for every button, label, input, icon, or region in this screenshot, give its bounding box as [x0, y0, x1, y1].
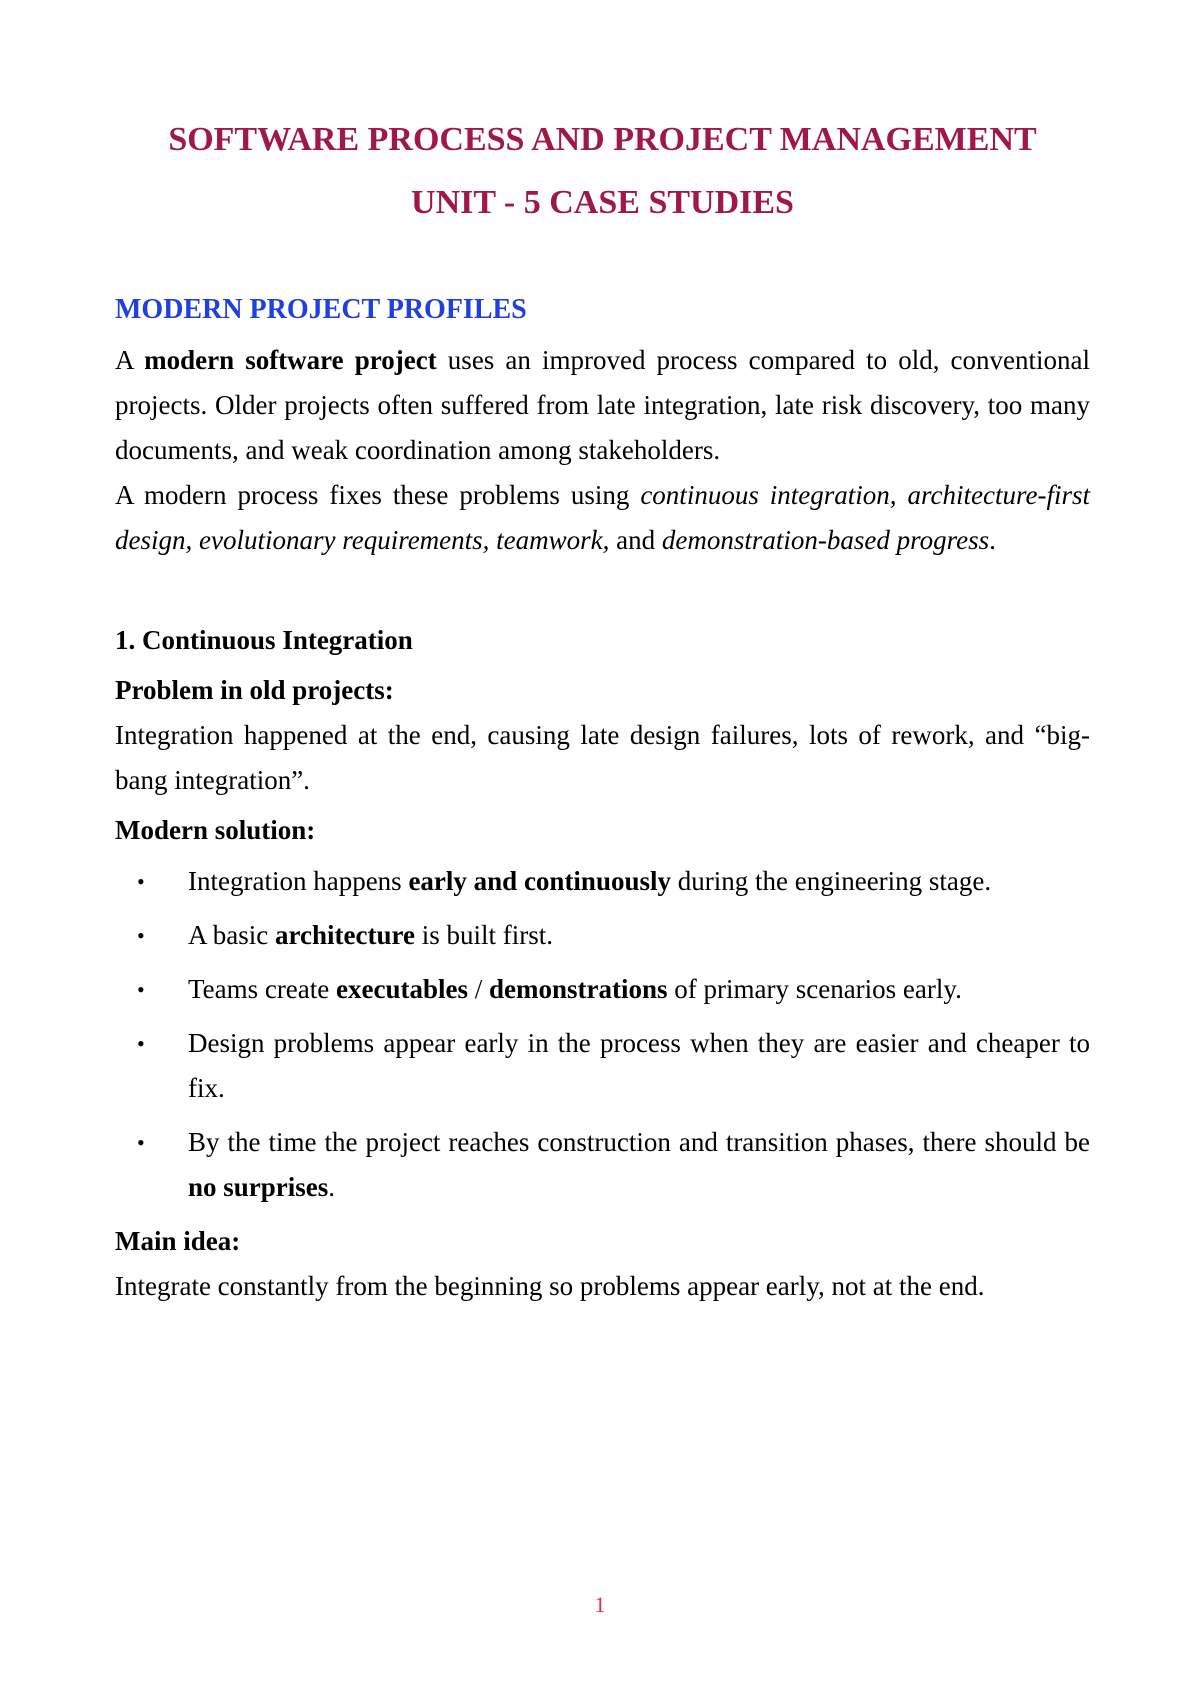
- document-title-line1: SOFTWARE PROCESS AND PROJECT MANAGEMENT: [168, 121, 1037, 158]
- subsection-heading: 1. Continuous Integration: [115, 625, 413, 655]
- spacer: [115, 234, 1090, 287]
- list-item-text: .: [328, 1172, 336, 1202]
- intro1-bold: modern software project: [144, 345, 437, 375]
- list-item: [115, 967, 1090, 1012]
- intro2-text-a: A modern process fixes these problems using: [115, 480, 641, 510]
- list-item-text: is built first.: [414, 920, 553, 950]
- solution-list: [115, 859, 1090, 1210]
- list-item-text: Integration happens: [188, 866, 409, 896]
- document-content: [115, 108, 1090, 1309]
- intro2-italic-1: continuous integration, architecture-first design, evolutionary requirements, teamwork,: [115, 480, 1091, 555]
- bullet-icon: •: [137, 869, 145, 894]
- section-heading: MODERN PROJECT PROFILES: [115, 294, 527, 325]
- list-item-text: of primary scenarios early.: [667, 974, 962, 1004]
- list-item-text: /: [467, 974, 489, 1004]
- list-item-text: Teams create: [188, 974, 337, 1004]
- problem-label: Problem in old projects:: [115, 675, 394, 705]
- list-item-text: By the time the project reaches construction and transition phases, there should be: [188, 1127, 1090, 1157]
- list-item-text: A basic: [188, 920, 275, 950]
- list-item-bold: architecture: [275, 920, 415, 950]
- bullet-icon: •: [137, 923, 145, 948]
- list-item: [115, 913, 1090, 958]
- intro2-text-b: and: [609, 525, 662, 555]
- intro2-text-c: .: [989, 525, 996, 555]
- intro1-text-a: A: [115, 345, 145, 375]
- intro-paragraph-1: [115, 338, 1090, 473]
- list-item-bold: executables: [336, 974, 468, 1004]
- list-item-bold: no surprises: [188, 1172, 329, 1202]
- bullet-icon: •: [137, 1130, 145, 1155]
- list-item-text: during the engineering stage.: [671, 866, 992, 896]
- list-item: [115, 859, 1090, 904]
- intro-paragraph-2: [115, 473, 1090, 563]
- spacer: [115, 563, 1090, 618]
- problem-text: Integration happened at the end, causing late design failures, lots of rework, and “big-bang integration”.: [115, 720, 1090, 795]
- main-idea-label: Main idea:: [115, 1226, 241, 1256]
- list-item-bold: demonstrations: [489, 974, 668, 1004]
- list-item-bold: early and continuously: [408, 866, 671, 896]
- intro2-italic-2: demonstration-based progress: [661, 525, 990, 555]
- list-item: [115, 1021, 1090, 1111]
- main-idea-text: Integrate constantly from the beginning so problems appear early, not at the end.: [115, 1271, 985, 1301]
- bullet-icon: •: [137, 1031, 145, 1056]
- page-number: 1: [594, 1592, 606, 1617]
- list-item: [115, 1120, 1090, 1210]
- list-item-text: Design problems appear early in the process when they are easier and cheaper to fix.: [188, 1028, 1090, 1103]
- bullet-icon: •: [137, 977, 145, 1002]
- intro1-text-c: uses an improved process compared to old, conventional projects. Older projects often suffered from late integration, late risk discovery, too many documents, and weak coordination among stakeholders.: [115, 345, 1091, 465]
- solution-label: Modern solution:: [115, 815, 316, 845]
- document-title-line2: UNIT - 5 CASE STUDIES: [411, 184, 794, 221]
